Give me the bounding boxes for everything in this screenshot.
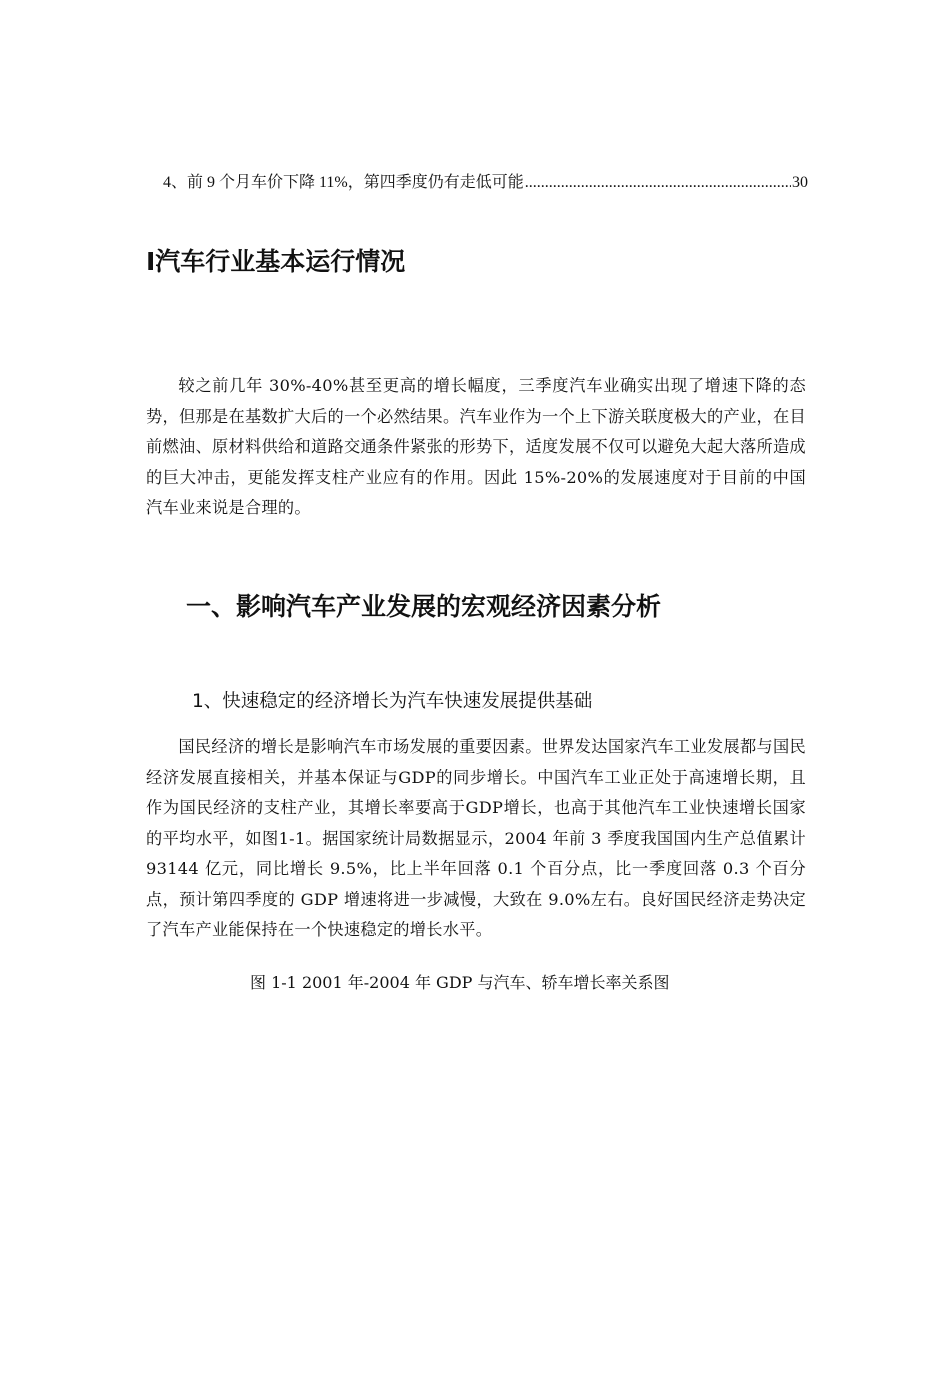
chapter-heading: 一、影响汽车产业发展的宏观经济因素分析 (186, 592, 662, 621)
toc-page-number: 30 (792, 174, 808, 191)
intro-paragraph: 较之前几年 30%-40%甚至更高的增长幅度，三季度汽车业确实出现了增速下降的态势，但那是在基数扩大后的一个必然结果。汽车业作为一个上下游关联度极大的产业，在目前燃油、原材料供给和道路交通条件紧张的形势下，适度发展不仅可以避免大起大落所造成的巨大冲击，更能发挥支柱产业应有的作用。因此 15%-20%的发展速度对于目前的中国汽车业来说是合理的。 (146, 376, 806, 517)
figure-caption: 图 1-1 2001 年-2004 年 GDP 与汽车、轿车增长率关系图 (250, 973, 670, 992)
toc-leader-dots (525, 172, 791, 194)
toc-entry[interactable] (163, 172, 808, 194)
toc-entry-text: 4、前 9 个月车价下降 11%，第四季度仍有走低可能 (163, 174, 524, 191)
part-heading: Ⅰ汽车行业基本运行情况 (146, 247, 406, 276)
section-paragraph: 国民经济的增长是影响汽车市场发展的重要因素。世界发达国家汽车工业发展都与国民经济发展直接相关，并基本保证与GDP的同步增长。中国汽车工业正处于高速增长期，且作为国民经济的支柱产业，其增长率要高于GDP增长，也高于其他汽车工业快速增长国家的平均水平，如图1-1。据国家统计局数据显示，2004 年前 3 季度我国国内生产总值累计 93144 亿元，同比增长 9.5%，比上半年回落 0.1 个百分点，比一季度回落 0.3 个百分点，预计第四季度的 GDP 增速将进一步减慢，大致在 9.0%左右。良好国民经济走势决定了汽车产业能保持在一个快速稳定的增长水平。 (146, 737, 806, 939)
section-heading: 1、快速稳定的经济增长为汽车快速发展提供基础 (192, 691, 593, 712)
